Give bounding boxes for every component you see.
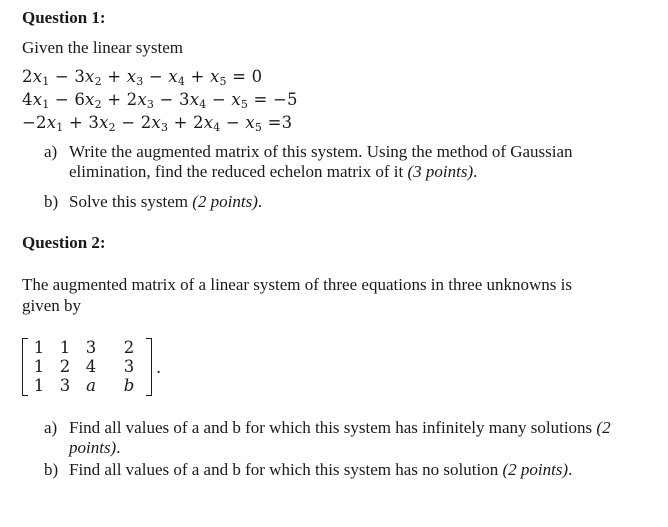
q1-part-b-label: b)	[44, 192, 59, 211]
question-2-intro-line2: given by	[22, 296, 82, 315]
q2-part-a-line2	[69, 438, 120, 458]
q1-part-a-line1: Write the augmented matrix of this system. Using the method of Gaussian	[69, 142, 573, 161]
question-1-heading: Question 1:	[22, 8, 106, 27]
q1-part-b-points: (2 points)	[192, 192, 258, 211]
q2-part-a-line1	[69, 418, 611, 438]
q1-part-b	[69, 192, 262, 212]
q2-part-a-text: Find all values of a and b for which this system has infinitely many solutions	[69, 418, 593, 437]
matrix-cell: 3	[123, 357, 135, 376]
matrix-cell-variable-b: b	[123, 376, 135, 395]
q2-part-b-points: (2 points)	[502, 460, 569, 479]
q1-part-a-points: (3 points)	[407, 162, 474, 181]
question-2-intro-line1: The augmented matrix of a linear system of three equations in three unknowns is	[22, 275, 572, 294]
matrix-cell: 1	[33, 338, 45, 357]
q2-part-b-text: Find all values of a and b for which this system has no solution	[69, 460, 499, 479]
q1-part-a-text: elimination, find the reduced echelon matrix of it	[69, 162, 404, 181]
q2-part-a-points-end: points)	[69, 438, 117, 457]
matrix-cell: 1	[33, 357, 45, 376]
question-1-intro: Given the linear system	[22, 38, 183, 57]
q1-part-a-label: a)	[44, 142, 58, 161]
q2-part-a-label: a)	[44, 418, 58, 437]
matrix-period: .	[156, 358, 162, 377]
equation-2: $4x_1 - 6x_2 + 2x_3 - 3x_4 - x_5 = -5$	[22, 90, 298, 111]
matrix-cell: 4	[85, 357, 97, 376]
q1-part-b-text: Solve this system	[69, 192, 189, 211]
q2-part-b	[69, 460, 572, 480]
matrix-cell: 1	[33, 376, 45, 395]
q2-part-a-points-start: (2	[596, 418, 611, 437]
matrix-cell: 1	[59, 338, 71, 357]
matrix-cell: 2	[59, 357, 71, 376]
q2-part-b-end: .	[568, 460, 573, 479]
matrix-cell: 3	[59, 376, 71, 395]
q1-part-b-end: .	[257, 192, 263, 211]
matrix-cell: 2	[123, 338, 135, 357]
q2-part-b-label: b)	[44, 460, 59, 479]
matrix-right-bracket	[146, 338, 152, 396]
equation-3: $-2x_1 + 3x_2 - 2x_3 + 2x_4 - x_5 =3$	[22, 113, 293, 134]
question-2-heading: Question 2:	[22, 233, 106, 252]
q1-part-a-line2	[69, 162, 477, 182]
matrix-cell-variable-a: a	[86, 376, 96, 395]
q1-part-a-end: .	[473, 162, 478, 181]
equation-1: $2x_1 - 3x_2 + x_3 - x_4 + x_5 = 0$	[22, 67, 263, 88]
matrix-cell: 3	[85, 338, 97, 357]
q2-part-a-end: .	[116, 438, 121, 457]
